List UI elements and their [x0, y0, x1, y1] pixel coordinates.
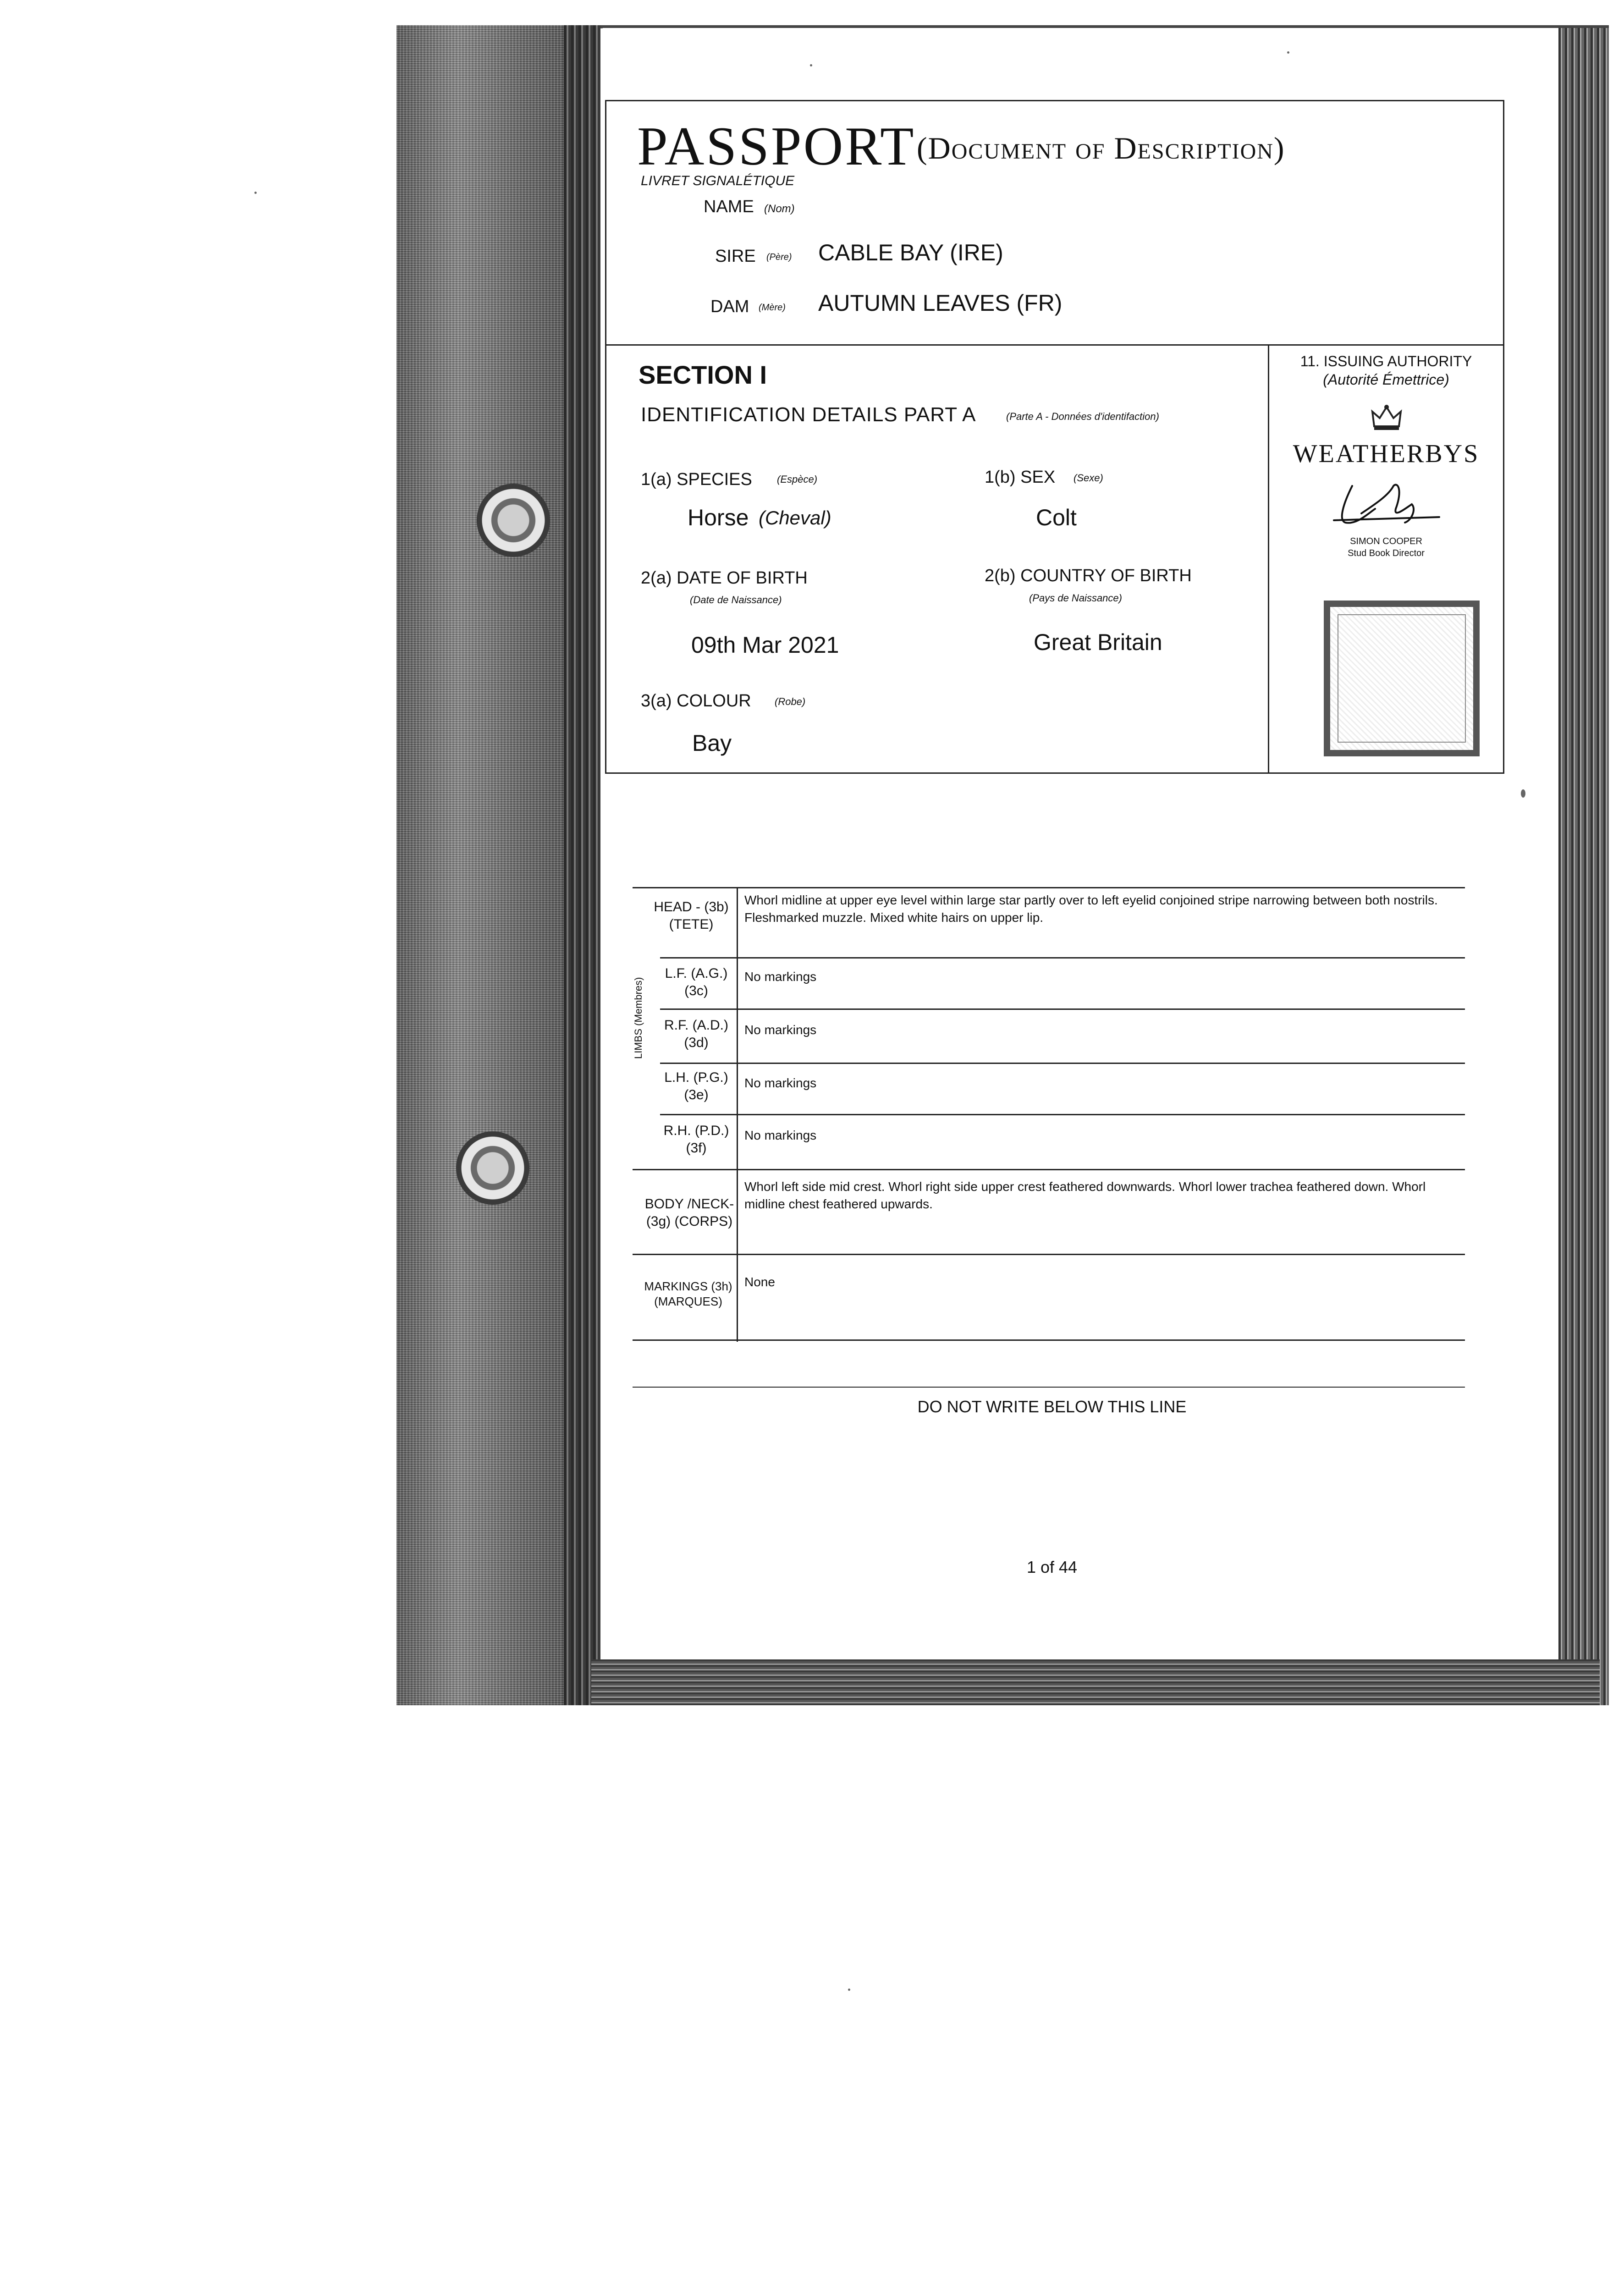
scan-speck: [1287, 51, 1289, 54]
table-row-rule: [633, 1254, 1465, 1255]
table-row-rule: [660, 1063, 1465, 1064]
stamp-seal: [1338, 614, 1466, 743]
head-markings-text: Whorl midline at upper eye level within large star partly over to left eyelid conjoined stripe narrowing between both nostrils. Fleshmarked muzzle. Mixed white hairs on upper lip.: [744, 893, 1438, 925]
do-not-write-notice: DO NOT WRITE BELOW THIS LINE: [917, 1397, 1187, 1416]
sire-value: CABLE BAY (IRE): [818, 240, 1003, 265]
body-markings-text: Whorl left side mid crest. Whorl right side upper crest feathered downwards. Whorl lower trachea feathered down. Whorl midline chest feathered upwards.: [744, 1179, 1426, 1211]
species-value: Horse: [688, 505, 749, 530]
sex-label: 1(b) SEX: [985, 468, 1056, 487]
species-value-fr: (Cheval): [759, 507, 831, 529]
lh-markings-text: No markings: [744, 1076, 817, 1090]
sire-label-fr: (Père): [766, 252, 792, 262]
dam-value: AUTUMN LEAVES (FR): [818, 290, 1062, 316]
passport-title: PASSPORT: [637, 116, 916, 176]
signatory-name: SIMON COOPER: [1350, 536, 1422, 546]
rf-label: R.F. (A.D.) (3d): [664, 1018, 728, 1050]
head-label: HEAD - (3b) (TETE): [654, 899, 729, 932]
table-bottom-rule: [633, 1339, 1465, 1341]
dam-label: DAM: [710, 297, 749, 316]
colour-label: 3(a) COLOUR: [641, 691, 751, 711]
section-title: SECTION I: [639, 360, 767, 389]
scan-speck: [848, 1989, 850, 1991]
lh-label: L.H. (P.G.) (3e): [664, 1070, 728, 1102]
scan-speck: [810, 64, 812, 66]
page-number: 1 of 44: [1026, 1558, 1078, 1576]
document-of-description-title: (Document of Description): [917, 131, 1285, 165]
name-label-fr: (Nom): [764, 203, 795, 215]
lf-markings-text: No markings: [744, 970, 817, 984]
identification-title: IDENTIFICATION DETAILS PART A: [641, 403, 976, 426]
table-row-rule: [660, 1008, 1465, 1010]
scan-speck: [1521, 789, 1525, 798]
dob-value: 09th Mar 2021: [691, 632, 839, 658]
cob-label: 2(b) COUNTRY OF BIRTH: [985, 566, 1192, 585]
colour-label-fr: (Robe): [775, 696, 806, 707]
dob-label-fr: (Date de Naissance): [690, 594, 782, 606]
binder-bottom-edge: [591, 1659, 1600, 1705]
species-label: 1(a) SPECIES: [641, 470, 752, 489]
issuing-authority-title: 11. ISSUING AUTHORITY: [1300, 353, 1472, 369]
table-row-rule: [660, 1114, 1465, 1115]
table-row-rule: [660, 957, 1465, 959]
other-markings-text: None: [744, 1275, 775, 1289]
table-row-rule: [633, 1169, 1465, 1170]
body-neck-label: BODY /NECK- (3g) (CORPS): [644, 1196, 734, 1229]
identification-subtitle: (Parte A - Données d'identifaction): [1006, 411, 1159, 422]
rf-markings-text: No markings: [744, 1023, 817, 1037]
issuing-authority-subtitle: (Autorité Émettrice): [1323, 371, 1449, 388]
table-top-rule: [633, 887, 1465, 888]
colour-value: Bay: [692, 730, 732, 756]
dob-label: 2(a) DATE OF BIRTH: [641, 568, 808, 588]
cob-label-fr: (Pays de Naissance): [1029, 592, 1122, 604]
livret-subtitle: LIVRET SIGNALÉTIQUE: [641, 173, 795, 188]
dam-label-fr: (Mère): [759, 303, 786, 313]
rh-label: R.H. (P.D.) (3f): [663, 1123, 729, 1156]
sex-value: Colt: [1036, 505, 1077, 530]
scan-speck: [254, 192, 257, 194]
species-label-fr: (Espèce): [777, 474, 818, 485]
binder-eyelet-top: [477, 484, 550, 557]
binder-right-edge: [1558, 25, 1609, 1705]
sire-label: SIRE: [715, 247, 756, 266]
rh-markings-text: No markings: [744, 1128, 817, 1142]
signatory-title: Stud Book Director: [1348, 548, 1425, 558]
binder-eyelet-bottom: [456, 1131, 529, 1205]
sex-label-fr: (Sexe): [1073, 472, 1103, 484]
binder-top-edge: [600, 25, 1609, 28]
lf-label: L.F. (A.G.) (3c): [665, 966, 728, 998]
do-not-write-rule: [633, 1387, 1465, 1388]
cob-value: Great Britain: [1034, 629, 1162, 655]
weatherbys-logo: WEATHERBYS: [1293, 440, 1480, 468]
signature-icon: [1325, 477, 1444, 532]
limbs-label: LIMBS (Membres): [633, 977, 644, 1059]
markings-label: MARKINGS (3h) (MARQUES): [644, 1279, 732, 1308]
crown-icon: [1371, 403, 1403, 431]
binder-spine-edge: [564, 25, 600, 1705]
name-label: NAME: [704, 197, 754, 216]
